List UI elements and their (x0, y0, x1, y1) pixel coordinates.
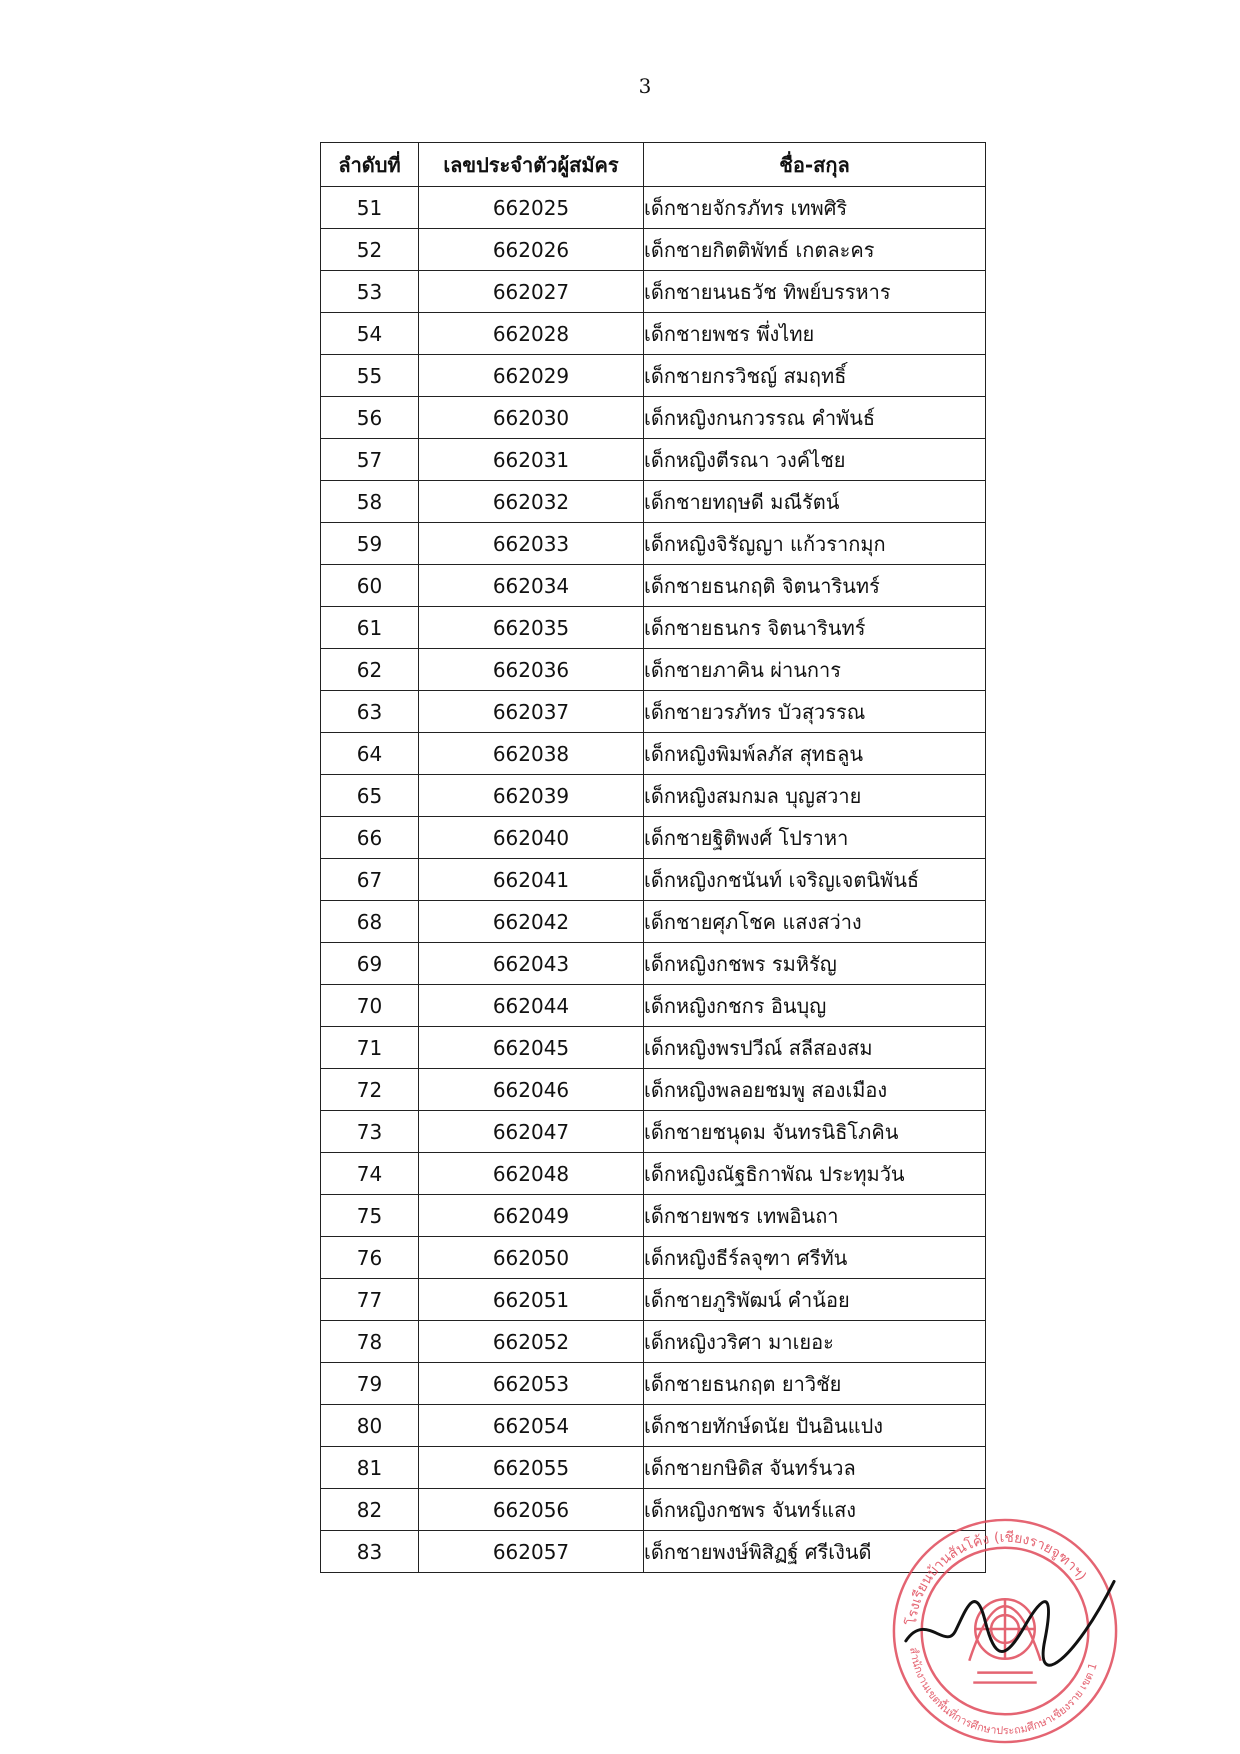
cell-full-name: เด็กชายภูริพัฒน์ คำน้อย (644, 1279, 986, 1321)
table-row (321, 565, 986, 607)
cell-order: 75 (321, 1195, 419, 1237)
cell-full-name: เด็กชายทักษ์ดนัย ปันอินแปง (644, 1405, 986, 1447)
cell-applicant-id: 662047 (419, 1111, 644, 1153)
cell-applicant-id: 662049 (419, 1195, 644, 1237)
cell-order: 82 (321, 1489, 419, 1531)
cell-applicant-id: 662048 (419, 1153, 644, 1195)
cell-applicant-id: 662051 (419, 1279, 644, 1321)
table-row (321, 1153, 986, 1195)
cell-full-name: เด็กชายธนกฤต ยาวิชัย (644, 1363, 986, 1405)
cell-order: 79 (321, 1363, 419, 1405)
cell-full-name: เด็กหญิงกชกร อินบุญ (644, 985, 986, 1027)
table-row (321, 733, 986, 775)
cell-order: 61 (321, 607, 419, 649)
cell-applicant-id: 662041 (419, 859, 644, 901)
cell-order: 80 (321, 1405, 419, 1447)
cell-applicant-id: 662038 (419, 733, 644, 775)
cell-full-name: เด็กชายศุภโชค แสงสว่าง (644, 901, 986, 943)
cell-applicant-id: 662030 (419, 397, 644, 439)
cell-full-name: เด็กชายกิตติพัทธ์ เกตละคร (644, 229, 986, 271)
cell-full-name: เด็กหญิงธีร์ลจุฑา ศรีทัน (644, 1237, 986, 1279)
table-row (321, 313, 986, 355)
cell-full-name: เด็กชายธนกร จิตนารินทร์ (644, 607, 986, 649)
cell-order: 76 (321, 1237, 419, 1279)
table-row (321, 1321, 986, 1363)
cell-order: 71 (321, 1027, 419, 1069)
cell-applicant-id: 662035 (419, 607, 644, 649)
cell-full-name: เด็กหญิงกชพร จันทร์แสง (644, 1489, 986, 1531)
table-row (321, 1447, 986, 1489)
cell-order: 70 (321, 985, 419, 1027)
cell-order: 54 (321, 313, 419, 355)
cell-order: 59 (321, 523, 419, 565)
cell-order: 55 (321, 355, 419, 397)
table-row (321, 1111, 986, 1153)
cell-full-name: เด็กชายธนกฤติ จิตนารินทร์ (644, 565, 986, 607)
applicant-table (320, 142, 986, 1573)
cell-applicant-id: 662050 (419, 1237, 644, 1279)
cell-order: 53 (321, 271, 419, 313)
table-row (321, 1069, 986, 1111)
cell-applicant-id: 662026 (419, 229, 644, 271)
cell-order: 74 (321, 1153, 419, 1195)
cell-full-name: เด็กหญิงพลอยชมพู สองเมือง (644, 1069, 986, 1111)
cell-full-name: เด็กหญิงณัฐธิกาพัณ ประทุมวัน (644, 1153, 986, 1195)
cell-full-name: เด็กชายฐิติพงศ์ โปราหา (644, 817, 986, 859)
cell-order: 65 (321, 775, 419, 817)
cell-order: 64 (321, 733, 419, 775)
cell-full-name: เด็กชายกรวิชญ์ สมฤทธิ์ (644, 355, 986, 397)
cell-applicant-id: 662046 (419, 1069, 644, 1111)
cell-applicant-id: 662056 (419, 1489, 644, 1531)
cell-order: 77 (321, 1279, 419, 1321)
cell-full-name: เด็กหญิงกนกวรรณ คำพันธ์ (644, 397, 986, 439)
cell-full-name: เด็กชายพงษ์พิสิฏฐ์ ศรีเงินดี (644, 1531, 986, 1573)
cell-applicant-id: 662025 (419, 187, 644, 229)
cell-applicant-id: 662055 (419, 1447, 644, 1489)
table-row (321, 607, 986, 649)
cell-full-name: เด็กหญิงพรปวีณ์ สลีสองสม (644, 1027, 986, 1069)
cell-applicant-id: 662052 (419, 1321, 644, 1363)
table-row (321, 355, 986, 397)
cell-applicant-id: 662042 (419, 901, 644, 943)
cell-order: 83 (321, 1531, 419, 1573)
stamp-text-top: โรงเรียนบ้านสันโค้ง (เชียงรายจูฑาฯ) (903, 1529, 1090, 1626)
table-row (321, 229, 986, 271)
table-row (321, 523, 986, 565)
cell-applicant-id: 662029 (419, 355, 644, 397)
table-row (321, 649, 986, 691)
cell-full-name: เด็กหญิงสมกมล บุญสวาย (644, 775, 986, 817)
page-number: 3 (638, 74, 652, 98)
stamp-text-bottom: สำนักงานเขตพื้นที่การศึกษาประถมศึกษาเชียงราย เขต 1 (907, 1646, 1100, 1738)
cell-applicant-id: 662053 (419, 1363, 644, 1405)
cell-full-name: เด็กชายนนธวัช ทิพย์บรรหาร (644, 271, 986, 313)
cell-order: 58 (321, 481, 419, 523)
table-row (321, 1363, 986, 1405)
table-row (321, 1279, 986, 1321)
cell-full-name: เด็กหญิงจิรัญญา แก้วรากมุก (644, 523, 986, 565)
cell-order: 68 (321, 901, 419, 943)
cell-applicant-id: 662027 (419, 271, 644, 313)
table-row (321, 985, 986, 1027)
cell-full-name: เด็กชายชนุดม จันทรนิธิโภคิน (644, 1111, 986, 1153)
cell-order: 81 (321, 1447, 419, 1489)
cell-full-name: เด็กหญิงกชพร รมหิรัญ (644, 943, 986, 985)
cell-full-name: เด็กชายกษิดิส จันทร์นวล (644, 1447, 986, 1489)
table-row (321, 943, 986, 985)
cell-applicant-id: 662040 (419, 817, 644, 859)
table-header (321, 143, 986, 187)
cell-order: 72 (321, 1069, 419, 1111)
table-body (321, 187, 986, 1573)
table-row (321, 817, 986, 859)
cell-order: 56 (321, 397, 419, 439)
cell-full-name: เด็กหญิงพิมพ์ลภัส สุทธลูน (644, 733, 986, 775)
cell-order: 66 (321, 817, 419, 859)
cell-full-name: เด็กชายวรภัทร บัวสุวรรณ (644, 691, 986, 733)
cell-order: 63 (321, 691, 419, 733)
cell-order: 73 (321, 1111, 419, 1153)
cell-full-name: เด็กหญิงกชนันท์ เจริญเจตนิพันธ์ (644, 859, 986, 901)
table-row (321, 439, 986, 481)
cell-order: 67 (321, 859, 419, 901)
cell-applicant-id: 662057 (419, 1531, 644, 1573)
table-row (321, 775, 986, 817)
cell-applicant-id: 662037 (419, 691, 644, 733)
cell-order: 51 (321, 187, 419, 229)
cell-full-name: เด็กหญิงวริศา มาเยอะ (644, 1321, 986, 1363)
table-row (321, 187, 986, 229)
signature-scribble (906, 1581, 1114, 1665)
cell-applicant-id: 662043 (419, 943, 644, 985)
cell-order: 62 (321, 649, 419, 691)
table-row (321, 691, 986, 733)
cell-applicant-id: 662045 (419, 1027, 644, 1069)
cell-applicant-id: 662039 (419, 775, 644, 817)
school-seal (886, 1512, 1124, 1750)
cell-full-name: เด็กหญิงตีรณา วงค์ไชย (644, 439, 986, 481)
cell-applicant-id: 662034 (419, 565, 644, 607)
cell-full-name: เด็กชายทฤษดี มณีรัตน์ (644, 481, 986, 523)
cell-full-name: เด็กชายจักรภัทร เทพศิริ (644, 187, 986, 229)
table-row (321, 1237, 986, 1279)
cell-full-name: เด็กชายพชร พึ่งไทย (644, 313, 986, 355)
table-row (321, 271, 986, 313)
table-row (321, 397, 986, 439)
header-full-name: ชื่อ-สกุล (644, 143, 986, 187)
header-row (321, 143, 986, 187)
table-row (321, 1195, 986, 1237)
cell-order: 57 (321, 439, 419, 481)
cell-order: 52 (321, 229, 419, 271)
cell-order: 78 (321, 1321, 419, 1363)
cell-full-name: เด็กชายภาคิน ผ่านการ (644, 649, 986, 691)
cell-applicant-id: 662044 (419, 985, 644, 1027)
cell-applicant-id: 662032 (419, 481, 644, 523)
header-order: ลำดับที่ (321, 143, 419, 187)
cell-order: 60 (321, 565, 419, 607)
cell-order: 69 (321, 943, 419, 985)
cell-applicant-id: 662054 (419, 1405, 644, 1447)
cell-applicant-id: 662033 (419, 523, 644, 565)
cell-applicant-id: 662036 (419, 649, 644, 691)
table-row (321, 481, 986, 523)
table-row (321, 859, 986, 901)
svg-text:โรงเรียนบ้านสันโค้ง (เชียงรายจ (903, 1530, 1089, 1626)
table-row (321, 901, 986, 943)
cell-full-name: เด็กชายพชร เทพอินถา (644, 1195, 986, 1237)
cell-applicant-id: 662028 (419, 313, 644, 355)
header-applicant-id: เลขประจำตัวผู้สมัคร (419, 143, 644, 187)
table-row (321, 1027, 986, 1069)
table-row (321, 1405, 986, 1447)
cell-applicant-id: 662031 (419, 439, 644, 481)
